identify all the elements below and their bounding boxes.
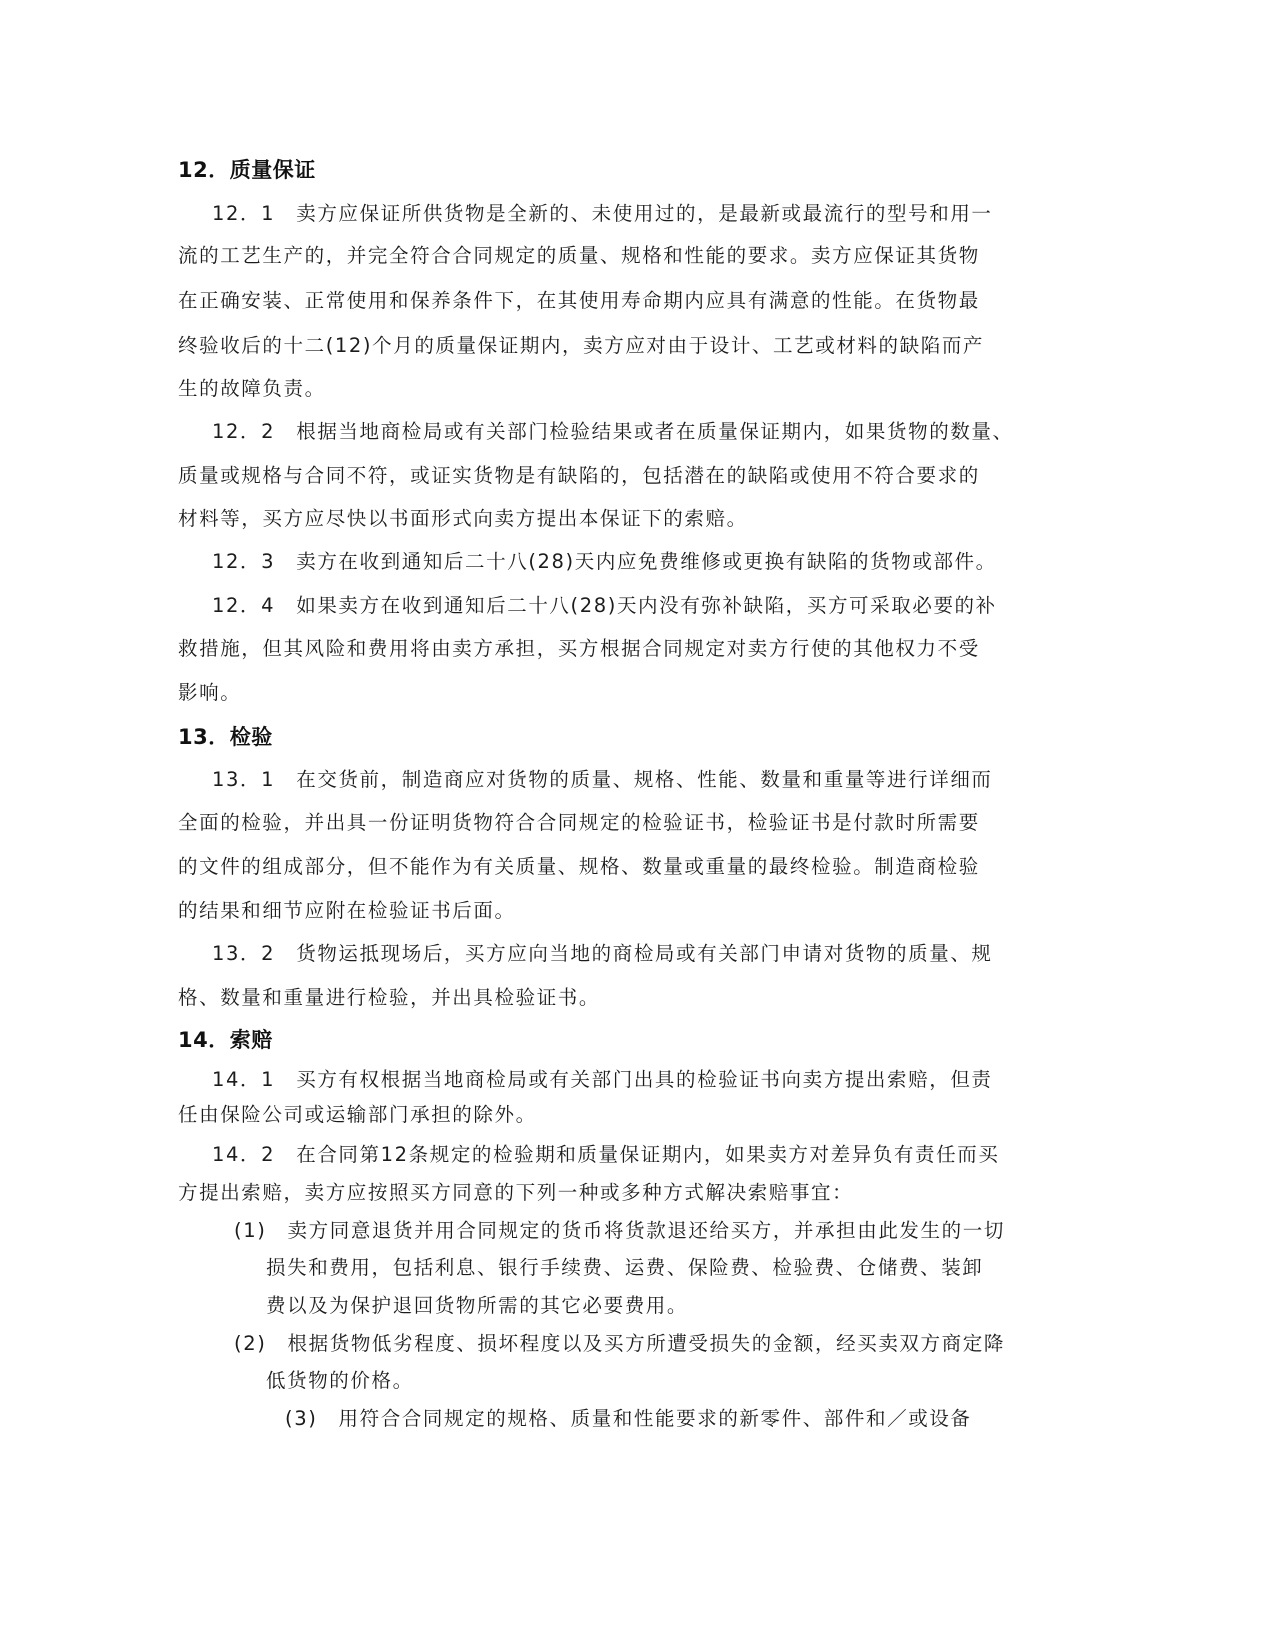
clause-14-1-line-1: 14．1 买方有权根据当地商检局或有关部门出具的检验证书向卖方提出索赔，但责 [212,1068,993,1091]
clause-12-1-line-2: 流的工艺生产的，并完全符合合同规定的质量、规格和性能的要求。卖方应保证其货物 [178,244,980,267]
clause-12-2-line-1: 12．2 根据当地商检局或有关部门检验结果或者在质量保证期内，如果货物的数量、 [212,420,1014,443]
item-1-line-1: (1) 卖方同意退货并用合同规定的货币将货款退还给买方，并承担由此发生的一切 [234,1219,1005,1242]
clause-12-3-line-1: 12．3 卖方在收到通知后二十八(28)天内应免费维修或更换有缺陷的货物或部件。 [212,550,997,573]
clause-13-2-line-2: 格、数量和重量进行检验，并出具检验证书。 [178,986,601,1009]
clause-12-4-line-3: 影响。 [178,681,242,704]
clause-14-1-line-2: 任由保险公司或运输部门承担的除外。 [178,1103,537,1126]
clause-12-4-line-2: 救措施，但其风险和费用将由卖方承担，买方根据合同规定对卖方行使的其他权力不受 [178,637,980,660]
clause-14-2-line-1: 14．2 在合同第12条规定的检验期和质量保证期内，如果卖方对差异负有责任而买 [212,1143,1000,1166]
clause-12-2-line-3: 材料等，买方应尽快以书面形式向卖方提出本保证下的索赔。 [178,507,748,530]
clause-12-2-line-2: 质量或规格与合同不符，或证实货物是有缺陷的，包括潜在的缺陷或使用不符合要求的 [178,464,980,487]
clause-12-4-line-1: 12．4 如果卖方在收到通知后二十八(28)天内没有弥补缺陷，买方可采取必要的补 [212,594,997,617]
clause-12-1-line-4: 终验收后的十二(12)个月的质量保证期内，卖方应对由于设计、工艺或材料的缺陷而产 [178,334,985,357]
section-12-heading: 12．质量保证 [178,158,316,182]
item-1-line-2: 损失和费用，包括利息、银行手续费、运费、保险费、检验费、仓储费、装卸 [266,1256,984,1279]
clause-12-1-line-3: 在正确安装、正常使用和保养条件下，在其使用寿命期内应具有满意的性能。在货物最 [178,289,980,312]
clause-13-1-line-2: 全面的检验，并出具一份证明货物符合合同规定的检验证书，检验证书是付款时所需要 [178,811,980,834]
clause-13-1-line-1: 13．1 在交货前，制造商应对货物的质量、规格、性能、数量和重量等进行详细而 [212,768,993,791]
section-14-heading: 14．索赔 [178,1028,273,1052]
item-3-line-1: (3) 用符合合同规定的规格、质量和性能要求的新零件、部件和／或设备 [285,1407,972,1430]
clause-13-2-line-1: 13．2 货物运抵现场后，买方应向当地的商检局或有关部门申请对货物的质量、规 [212,942,993,965]
clause-13-1-line-4: 的结果和细节应附在检验证书后面。 [178,899,516,922]
clause-12-1-line-5: 生的故障负责。 [178,377,326,400]
clause-14-2-line-2: 方提出索赔，卖方应按照买方同意的下列一种或多种方式解决索赔事宜： [178,1181,854,1204]
item-2-line-1: (2) 根据货物低劣程度、损坏程度以及买方所遭受损失的金额，经买卖双方商定降 [234,1332,1005,1355]
item-2-line-2: 低货物的价格。 [266,1369,414,1392]
item-1-line-3: 费以及为保护退回货物所需的其它必要费用。 [266,1294,689,1317]
section-13-heading: 13．检验 [178,725,273,749]
clause-12-1-line-1: 12．1 卖方应保证所供货物是全新的、未使用过的，是最新或最流行的型号和用一 [212,202,993,225]
clause-13-1-line-3: 的文件的组成部分，但不能作为有关质量、规格、数量或重量的最终检验。制造商检验 [178,855,980,878]
